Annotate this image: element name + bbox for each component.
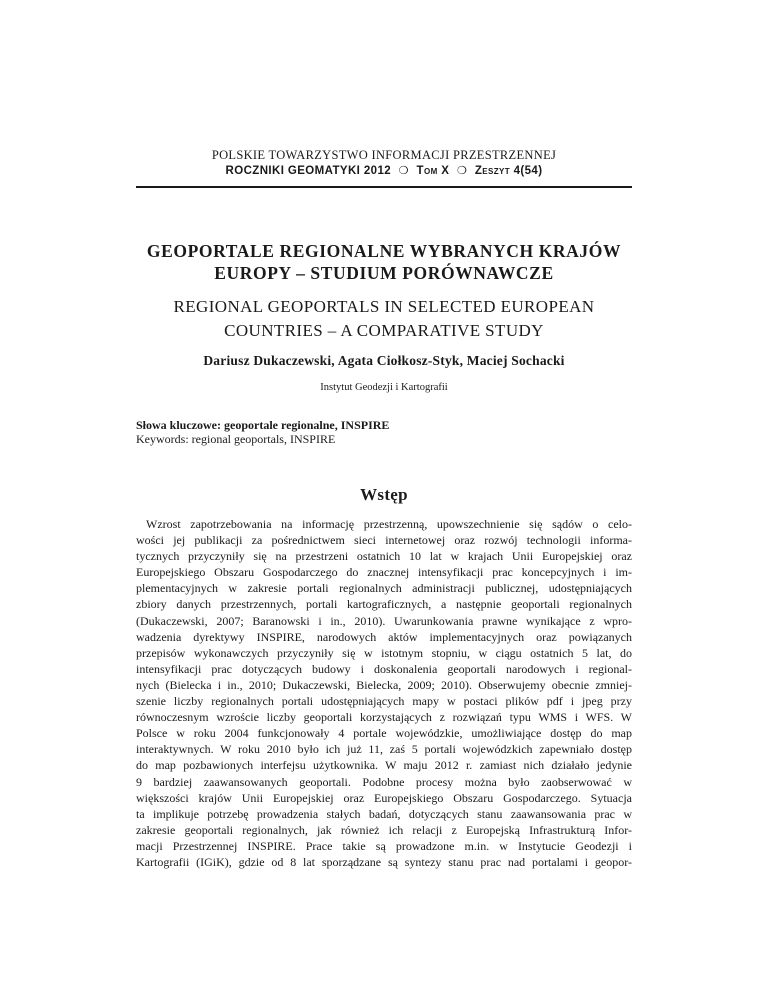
paragraph-line: Europejskiego Obszaru Gospodarczego do znacznej intensyfikacji prac koncepcyjnych i im- (136, 565, 632, 580)
header-divider (136, 186, 632, 188)
journal-info (0, 164, 768, 177)
section-body (136, 516, 632, 870)
title-english-line-1: REGIONAL GEOPORTALS IN SELECTED EUROPEAN (173, 297, 595, 316)
paper-title-polish (0, 240, 768, 284)
paragraph-line: przepisów wykonawczych przyczyniły się w istotnym stopniu, w ciągu ostatnich 5 lat, do (136, 645, 632, 660)
paragraph-line: 9 bardziej zaawansowanych geoportali. Podobne procesy można było zaobserwować w (136, 774, 632, 789)
title-polish-line-2: EUROPY – STUDIUM PORÓWNAWCZE (214, 263, 554, 283)
paragraph-line: większości krajów Unii Europejskiej oraz Europejskiego Obszaru Gospodarczego. Sytuacja (136, 790, 632, 805)
paragraph-line: tycznych przyczyniły się na przestrzeni ostatnich 10 lat w krajach Unii Europejskiej oraz (136, 549, 632, 564)
paragraph-line: Wzrost zapotrzebowania na informację przestrzenną, upowszechnienie się sądów o celo- (146, 517, 632, 531)
separator-icon: ❍ (398, 165, 409, 177)
keywords-english: Keywords: regional geoportals, INSPIRE (136, 432, 336, 446)
author-list: Dariusz Dukaczewski, Agata Ciołkosz-Styk, Maciej Sochacki (203, 353, 565, 368)
paragraph-line: szenie liczby regionalnych portali udostępniających mapy w postaci plików pdf i jpeg przy (136, 694, 632, 709)
paragraph-line: Kartografii (IGiK), gdzie od 8 lat sporządzane są syntezy stanu prac nad portalami i geopor- (136, 854, 632, 869)
paragraph-line: ta implikuje potrzebę prowadzenia stałych badań, dotyczących stanu zaawansowania prac w (136, 806, 632, 821)
journal-volume: Tom X (416, 165, 450, 177)
section-heading: Wstęp (360, 485, 408, 504)
paper-title-english (0, 295, 768, 343)
paragraph-line: nych (Bielecka i in., 2010; Dukaczewski, Bielecka, 2009; 2010). Obserwujemy obecnie zmniej- (136, 677, 632, 692)
separator-icon: ❍ (456, 165, 468, 177)
paragraph-line: równoczesnym wzroście liczby geoportali korzystających z rozwiązań typu WMS i WFS. W (136, 710, 632, 725)
title-polish-line-1: GEOPORTALE REGIONALNE WYBRANYCH KRAJÓW (146, 241, 622, 261)
paragraph-line: (Dukaczewski, 2007; Baranowski i in., 2010). Uwarunkowania prawne wynikające z wpro- (136, 613, 632, 628)
paragraph-line: do map pozbawionych interfejsu użytkownika. W maju 2012 r. zamiast nich działało jedynie (136, 758, 632, 773)
paragraph-line: Polsce w roku 2004 funkcjonowały 4 portale wojewódzkie, umożliwiające dostęp do map (136, 726, 632, 741)
journal-issue: Zeszyt 4(54) (474, 165, 543, 177)
author-affiliation: Instytut Geodezji i Kartografii (320, 382, 448, 393)
journal-title: ROCZNIKI GEOMATYKI 2012 (225, 165, 392, 177)
paragraph-line: macji Przestrzennej INSPIRE. Prace takie są prowadzone m.in. w Instytucie Geodezji i (136, 838, 632, 853)
paragraph-line: wości jej publikacji za pośrednictwem sieci internetowej oraz rozwój technologii informa- (136, 533, 632, 548)
publisher-name: POLSKIE TOWARZYSTWO INFORMACJI PRZESTRZENNEJ (211, 148, 557, 162)
paragraph-line: wadzenia dyrektywy INSPIRE, narodowych aktów implementacyjnych oraz powiązanych (136, 629, 632, 644)
title-english-line-2: COUNTRIES – A COMPARATIVE STUDY (224, 321, 544, 340)
paragraph-line: intensyfikacji prac dotyczących budowy i doskonalenia geoportali narodowych i regional- (136, 661, 632, 676)
keywords-polish: Słowa kluczowe: geoportale regionalne, INSPIRE (136, 418, 390, 432)
paragraph-line: zakresie geoportali regionalnych, jak również ich relacji z Europejską Infrastrukturą Infor- (136, 822, 632, 837)
paragraph-line: zbiory danych przestrzennych, portali kartograficznych, a następnie geoportali regionalnych (136, 597, 632, 612)
paragraph-line: plementacyjnych w zakresie portali regionalnych administracji publicznej, udostępniających (136, 581, 632, 596)
paragraph-line: interaktywnych. W roku 2010 było ich już 11, zaś 5 portali wojewódzkich zapewniało dostęp (136, 742, 632, 757)
